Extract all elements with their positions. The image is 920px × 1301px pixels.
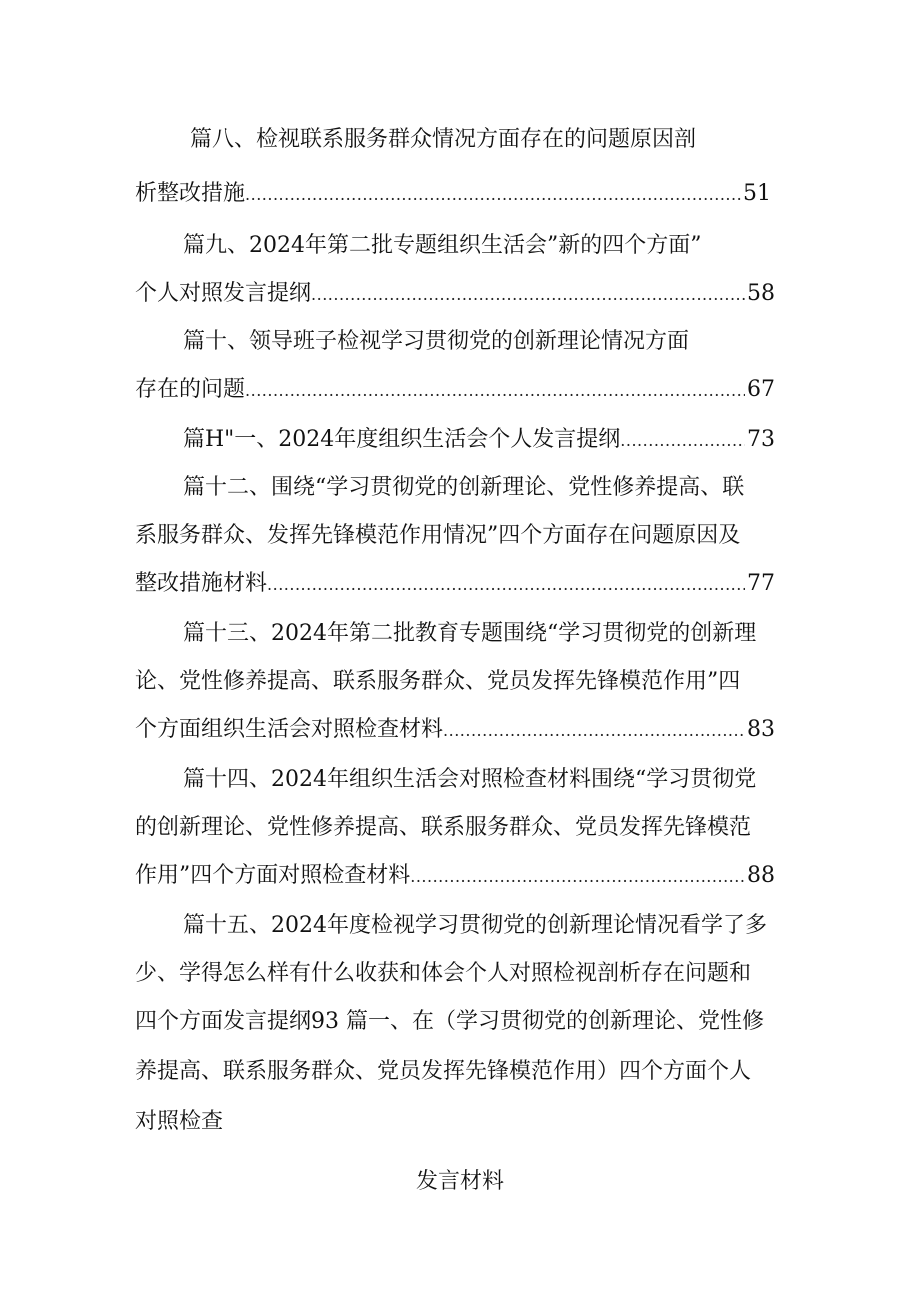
toc-entry-15-line3: 四个方面发言提纲93 篇一、在（学习贯彻党的创新理论、党性修 [135, 1009, 764, 1034]
toc-entry-13-line1: 篇十三、2024年第二批教育专题围绕“学习贯彻党的创新理 [183, 621, 757, 646]
toc-entry-8-row[interactable] [135, 170, 771, 218]
toc-entry-14-line3: 作用”四个方面对照检查材料 [135, 863, 411, 888]
page-number: 58 [747, 281, 775, 306]
toc-entry-15-line4: 养提高、联系服务群众、党员发挥先锋模范作用）四个方面个人 [135, 1059, 752, 1084]
page-number: 67 [747, 377, 775, 402]
page-number: 73 [747, 427, 775, 452]
toc-entry-8-line2: 析整改措施 [135, 181, 246, 206]
toc-entry-11-row[interactable] [183, 416, 775, 464]
leader-dots [267, 561, 745, 609]
toc-entry-14-line1: 篇十四、2024年组织生活会对照检查材料围绕“学习贯彻党 [183, 767, 757, 792]
page-number: 83 [747, 717, 775, 742]
toc-entry-13-line2: 论、党性修养提高、联系服务群众、党员发挥先锋模范作用”四 [135, 669, 741, 694]
toc-entry-13-row[interactable] [135, 706, 775, 754]
page-number: 88 [747, 863, 775, 888]
toc-entry-12-line3: 整改措施材料 [135, 571, 268, 596]
toc-entry-9-line1: 篇九、2024年第二批专题组织生活会”新的四个方面” [183, 233, 702, 258]
toc-entry-9-line2: 个人对照发言提纲 [135, 281, 312, 306]
page-number: 77 [747, 571, 775, 596]
toc-entry-10-line2: 存在的问题 [135, 377, 246, 402]
leader-dots [410, 853, 745, 901]
toc-entry-15-line2: 少、学得怎么样有什么收获和体会个人对照检视剖析存在问题和 [135, 961, 752, 986]
toc-entry-14-line2: 的创新理论、党性修养提高、联系服务群众、党员发挥先锋模范 [135, 815, 752, 840]
section-heading: 发言材料 [415, 1169, 504, 1194]
toc-entry-15-line5: 对照检查 [135, 1109, 224, 1134]
leader-dots [311, 271, 745, 319]
toc-entry-13-line3: 个方面组织生活会对照检查材料 [135, 717, 444, 742]
leader-dots [443, 707, 745, 755]
leader-dots [245, 367, 745, 415]
toc-entry-11-line1: 篇H"一、2024年度组织生活会个人发言提纲 [183, 427, 621, 452]
toc-entry-14-row[interactable] [135, 852, 775, 900]
toc-entry-9-row[interactable] [135, 270, 775, 318]
toc-entry-10-row[interactable] [135, 366, 775, 414]
toc-entry-12-line1: 篇十二、围绕“学习贯彻党的创新理论、党性修养提高、联 [183, 475, 745, 500]
toc-entry-8-line1: 篇八、检视联系服务群众情况方面存在的问题原因剖 [190, 127, 697, 152]
toc-entry-12-line2: 系服务群众、发挥先锋模范作用情况”四个方面存在问题原因及 [135, 523, 741, 548]
toc-entry-12-row[interactable] [135, 560, 775, 608]
toc-entry-15-line1: 篇十五、2024年度检视学习贯彻党的创新理论情况看学了多 [183, 913, 767, 938]
leader-dots [620, 417, 745, 465]
page-number: 51 [743, 181, 771, 206]
toc-entry-10-line1: 篇十、领导班子检视学习贯彻党的创新理论情况方面 [183, 329, 690, 354]
leader-dots [245, 171, 741, 219]
